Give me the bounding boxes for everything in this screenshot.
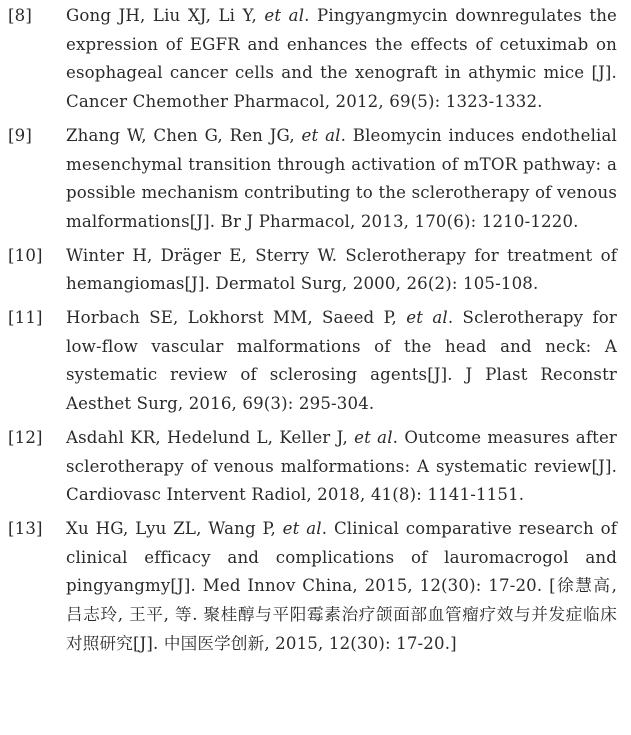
reference-text (66, 424, 617, 510)
reference-authors: Asdahl KR, Hedelund L, Keller J, (66, 427, 355, 447)
reference-authors: Zhang W, Chen G, Ren JG, (66, 125, 302, 145)
reference-number: [8] (8, 6, 32, 25)
reference-entry-11 (0, 304, 631, 419)
reference-text (66, 242, 617, 299)
reference-entry-9 (0, 122, 631, 237)
et-al-italic: et al (264, 6, 305, 25)
reference-authors: Winter H, Dräger E, Sterry W. Sclerotherapy for treatment of hemangiomas[J]. Dermatol Surg, 2000, 26(2): 105-108. (66, 245, 617, 294)
reference-text (66, 122, 617, 237)
reference-authors: Xu HG, Lyu ZL, Wang P, (66, 518, 283, 538)
et-al-italic: et al (354, 427, 393, 447)
reference-entry-12 (0, 424, 631, 510)
reference-number: [12] (8, 427, 43, 447)
reference-number: [11] (8, 308, 43, 328)
reference-body: . Pingyangmycin downregulates the expression of EGFR and enhances the effects of cetuximab on esophageal cancer cells and the xenograft in athymic mice [J]. Cancer Chemother Pharmacol, 2012, 69(5): 1323-1332. (66, 6, 618, 112)
et-al-italic: et al (282, 518, 322, 538)
reference-text (66, 2, 617, 117)
reference-entry-8 (0, 2, 631, 117)
reference-number: [9] (8, 125, 32, 145)
reference-body: . Clinical comparative research of clinical efficacy and complications of lauromacrogol and pingyangmy[J]. Med Innov China, 2015, 12(30): 17-20. [徐慧高, 吕志玲, 王平, 等. 聚桂醇与平阳霉素治疗颌面部血管瘤疗效与并发症临床对照研究[J]. 中国医学创新, 2015, 12(30): 17-20.] (66, 518, 618, 653)
reference-authors: Gong JH, Liu XJ, Li Y, (66, 6, 265, 25)
reference-entry-10 (0, 242, 631, 299)
reference-text (66, 304, 617, 419)
reference-authors: Horbach SE, Lokhorst MM, Saeed P, (66, 308, 407, 328)
reference-body: . Bleomycin induces endothelial mesenchymal transition through activation of mTOR pathway: a possible mechanism contributing to the sclerotherapy of venous malformations[J]. Br J Pharmacol, 2013, 170(6): 1210-1220. (66, 125, 618, 231)
reference-number: [10] (8, 245, 43, 265)
reference-body: . Outcome measures after sclerotherapy of venous malformations: A systematic review[J]. Cardiovasc Intervent Radiol, 2018, 41(8): 1141-1151. (66, 427, 618, 505)
reference-body: . Sclerotherapy for low-flow vascular malformations of the head and neck: A systematic review of sclerosing agents[J]. J Plast Reconstr Aesthet Surg, 2016, 69(3): 295-304. (66, 308, 618, 414)
reference-entry-13 (0, 515, 631, 659)
reference-number: [13] (8, 518, 43, 538)
et-al-italic: et al (406, 308, 448, 328)
et-al-italic: et al (301, 125, 341, 145)
reference-text (66, 515, 617, 659)
